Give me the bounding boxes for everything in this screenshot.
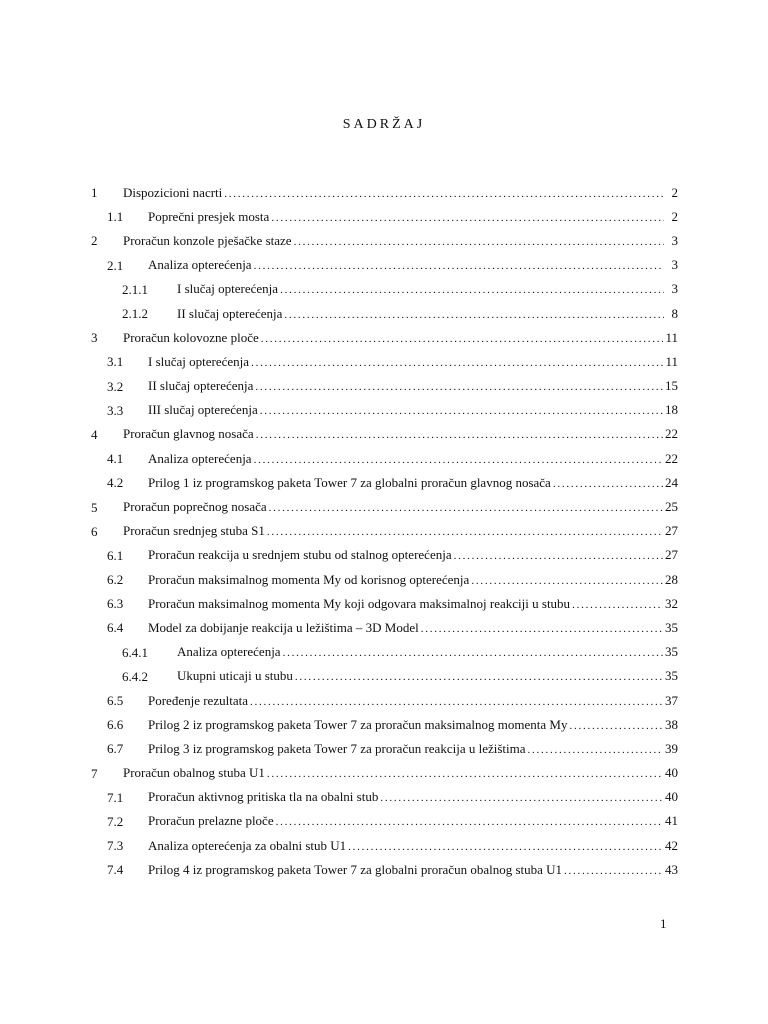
toc-entry-title: Prilog 1 iz programskog paketa Tower 7 za globalni proračun glavnog nosača [148, 474, 551, 490]
toc-entry-number: 6 [91, 523, 98, 539]
toc-entry-body [148, 257, 678, 274]
toc-entry-number: 6.3 [107, 596, 124, 612]
dot-leader [271, 209, 664, 226]
toc-entry-page: 42 [665, 837, 678, 853]
toc-entry-title: Model za dobijanje reakcija u ležištima – 3D Model [148, 619, 419, 635]
table-of-contents [0, 181, 768, 882]
toc-entry-title: Analiza opterećenja [177, 644, 281, 660]
toc-entry-page: 40 [665, 765, 678, 781]
toc-entry[interactable] [0, 423, 768, 447]
toc-entry-number: 2.1.2 [122, 306, 148, 322]
toc-entry-title: I slučaj opterećenja [177, 281, 279, 297]
toc-entry-title: Prilog 4 iz programskog paketa Tower 7 za globalni proračun obalnog stuba U1 [148, 861, 563, 877]
toc-entry-page: 2 [671, 208, 678, 224]
toc-entry-number: 3.1 [107, 354, 124, 370]
toc-entry-body [148, 693, 678, 710]
toc-entry-title: Ukupni uticaji u stubu [177, 668, 293, 684]
toc-entry-page: 3 [671, 232, 678, 248]
dot-leader [261, 330, 664, 347]
toc-entry-body [177, 644, 678, 661]
dot-leader [267, 765, 663, 782]
toc-entry-page: 35 [665, 668, 678, 684]
dot-leader [256, 426, 663, 443]
toc-entry[interactable] [0, 713, 768, 737]
toc-entry[interactable] [0, 568, 768, 592]
toc-entry[interactable] [0, 350, 768, 374]
toc-entry-page: 32 [665, 595, 678, 611]
dot-leader [269, 499, 663, 516]
toc-entry-page: 38 [665, 716, 678, 732]
toc-entry[interactable] [0, 520, 768, 544]
toc-entry-body [148, 741, 678, 758]
toc-entry-number: 2 [91, 233, 98, 249]
toc-entry-number: 3.3 [107, 402, 124, 418]
dot-leader [380, 789, 663, 806]
toc-entry-body [148, 862, 678, 879]
toc-entry-number: 7 [91, 765, 98, 781]
dot-leader [569, 717, 663, 734]
toc-entry-body [148, 717, 678, 734]
toc-entry-page: 8 [671, 305, 678, 321]
toc-entry-body [123, 499, 678, 516]
toc-entry[interactable] [0, 737, 768, 761]
toc-entry[interactable] [0, 834, 768, 858]
toc-entry-title: Prilog 3 iz programskog paketa Tower 7 za proračun reakcija u ležištima [148, 740, 526, 756]
dot-leader [348, 838, 663, 855]
toc-entry-page: 18 [665, 402, 678, 418]
dot-leader [251, 354, 663, 371]
toc-entry[interactable] [0, 229, 768, 253]
toc-entry[interactable] [0, 689, 768, 713]
toc-entry-title: Poređenje rezultata [148, 692, 248, 708]
toc-entry-page: 40 [665, 789, 678, 805]
dot-leader [471, 572, 663, 589]
toc-entry-page: 2 [671, 184, 678, 200]
toc-entry-page: 28 [665, 571, 678, 587]
dot-leader [224, 185, 664, 202]
toc-entry-title: Proračun obalnog stuba U1 [123, 765, 265, 781]
toc-entry[interactable] [0, 278, 768, 302]
toc-entry-body [148, 620, 678, 637]
toc-entry-body [177, 281, 678, 298]
toc-entry-number: 6.4.1 [122, 644, 148, 660]
dot-leader [276, 813, 663, 830]
toc-entry-page: 35 [665, 619, 678, 635]
toc-entry-number: 6.7 [107, 741, 124, 757]
dot-leader [255, 378, 663, 395]
toc-entry-body [123, 330, 678, 347]
toc-entry[interactable] [0, 810, 768, 834]
toc-entry-title: Dispozicioni nacrti [123, 184, 223, 200]
dot-leader [454, 547, 663, 564]
toc-entry-title: Proračun srednjeg stuba S1 [123, 523, 265, 539]
toc-entry-number: 6.4.2 [122, 668, 148, 684]
dot-leader [267, 523, 663, 540]
toc-entry[interactable] [0, 254, 768, 278]
toc-entry-number: 4.1 [107, 451, 124, 467]
toc-entry-body [123, 185, 678, 202]
toc-entry-title: Analiza opterećenja za obalni stub U1 [148, 837, 347, 853]
toc-entry-title: II slučaj opterećenja [177, 305, 283, 321]
toc-entry-body [148, 572, 678, 589]
toc-entry-body [148, 378, 678, 395]
toc-entry-number: 5 [91, 499, 98, 515]
toc-entry-number: 6.5 [107, 693, 124, 709]
toc-entry[interactable] [0, 544, 768, 568]
toc-entry-title: Analiza opterećenja [148, 450, 252, 466]
dot-leader [528, 741, 663, 758]
toc-entry-body [148, 475, 678, 492]
toc-entry-body [123, 426, 678, 443]
toc-entry-page: 22 [665, 450, 678, 466]
toc-entry-page: 3 [671, 281, 678, 297]
toc-entry-page: 11 [665, 329, 678, 345]
dot-leader [564, 862, 663, 879]
toc-entry-title: II slučaj opterećenja [148, 378, 254, 394]
dot-leader [553, 475, 663, 492]
page-number: 1 [660, 916, 667, 931]
toc-entry[interactable] [0, 665, 768, 689]
toc-entry-body [123, 765, 678, 782]
toc-entry-title: Analiza opterećenja [148, 257, 252, 273]
toc-entry[interactable] [0, 786, 768, 810]
toc-entry-number: 4 [91, 426, 98, 442]
toc-entry-title: Proračun maksimalnog momenta My od korisnog opterećenja [148, 571, 470, 587]
toc-entry-page: 27 [665, 523, 678, 539]
dot-leader [421, 620, 663, 637]
toc-entry-title: Proračun kolovozne ploče [123, 329, 259, 345]
toc-entry-number: 3.2 [107, 378, 124, 394]
toc-entry-body [177, 306, 678, 323]
toc-entry[interactable] [0, 471, 768, 495]
toc-entry-title: III slučaj opterećenja [148, 402, 258, 418]
toc-entry-page: 43 [665, 861, 678, 877]
toc-entry-title: Proračun prelazne ploče [148, 813, 274, 829]
toc-entry[interactable] [0, 181, 768, 205]
toc-entry-number: 6.1 [107, 547, 124, 563]
toc-entry[interactable] [0, 592, 768, 616]
toc-entry-body [148, 354, 678, 371]
toc-entry-page: 37 [665, 692, 678, 708]
toc-entry-page: 27 [665, 547, 678, 563]
dot-leader [572, 596, 663, 613]
toc-entry-body [148, 451, 678, 468]
toc-entry-title: Proračun aktivnog pritiska tla na obalni stub [148, 789, 379, 805]
toc-entry-page: 41 [665, 813, 678, 829]
toc-entry-page: 15 [665, 378, 678, 394]
toc-entry-title: Proračun konzole pješačke staze [123, 232, 292, 248]
toc-entry-page: 35 [665, 644, 678, 660]
toc-entry-page: 25 [665, 499, 678, 515]
toc-entry-number: 1.1 [107, 209, 124, 225]
toc-entry[interactable] [0, 495, 768, 519]
toc-entry-number: 7.4 [107, 862, 124, 878]
toc-entry-body [123, 523, 678, 540]
dot-leader [283, 644, 663, 661]
toc-entry-number: 7.1 [107, 789, 124, 805]
toc-entry-number: 2.1.1 [122, 281, 148, 297]
toc-entry-number: 6.6 [107, 717, 124, 733]
toc-entry-body [123, 233, 678, 250]
toc-entry[interactable] [0, 616, 768, 640]
toc-entry-body [148, 813, 678, 830]
toc-entry-body [148, 596, 678, 613]
toc-entry[interactable] [0, 858, 768, 882]
toc-entry-body [148, 209, 678, 226]
dot-leader [294, 233, 664, 250]
toc-entry[interactable] [0, 205, 768, 229]
toc-entry-body [148, 838, 678, 855]
toc-entry-title: Proračun glavnog nosača [123, 426, 254, 442]
toc-title: SADRŽAJ [342, 117, 426, 132]
toc-entry-number: 6.4 [107, 620, 124, 636]
dot-leader [284, 306, 664, 323]
toc-entry-number: 7.2 [107, 813, 124, 829]
toc-entry-page: 39 [665, 740, 678, 756]
toc-entry-body [148, 547, 678, 564]
toc-entry-page: 22 [665, 426, 678, 442]
toc-entry-title: Prilog 2 iz programskog paketa Tower 7 za proračun maksimalnog momenta My [148, 716, 568, 732]
dot-leader [254, 451, 663, 468]
dot-leader [260, 402, 663, 419]
toc-entry-title: Proračun poprečnog nosača [123, 499, 267, 515]
dot-leader [250, 693, 663, 710]
toc-entry-title: Proračun reakcija u srednjem stubu od stalnog opterećenja [148, 547, 452, 563]
toc-entry[interactable] [0, 447, 768, 471]
toc-entry-page: 11 [665, 353, 678, 369]
toc-entry-title: I slučaj opterećenja [148, 353, 250, 369]
toc-entry[interactable] [0, 762, 768, 786]
toc-entry-number: 4.2 [107, 475, 124, 491]
dot-leader [254, 257, 664, 274]
toc-entry[interactable] [0, 399, 768, 423]
toc-entry-page: 3 [671, 257, 678, 273]
toc-entry[interactable] [0, 641, 768, 665]
toc-entry-body [177, 668, 678, 685]
toc-entry-number: 6.2 [107, 572, 124, 588]
toc-entry-body [148, 789, 678, 806]
toc-entry[interactable] [0, 302, 768, 326]
toc-entry-number: 2.1 [107, 257, 124, 273]
toc-entry[interactable] [0, 326, 768, 350]
toc-entry-title: Poprečni presjek mosta [148, 208, 270, 224]
dot-leader [295, 668, 663, 685]
toc-entry-title: Proračun maksimalnog momenta My koji odgovara maksimalnoj reakciji u stubu [148, 595, 571, 611]
toc-entry-number: 7.3 [107, 838, 124, 854]
toc-entry-page: 24 [665, 474, 678, 490]
dot-leader [280, 281, 664, 298]
toc-entry-body [148, 402, 678, 419]
toc-entry-number: 1 [91, 185, 98, 201]
toc-entry[interactable] [0, 375, 768, 399]
toc-entry-number: 3 [91, 330, 98, 346]
